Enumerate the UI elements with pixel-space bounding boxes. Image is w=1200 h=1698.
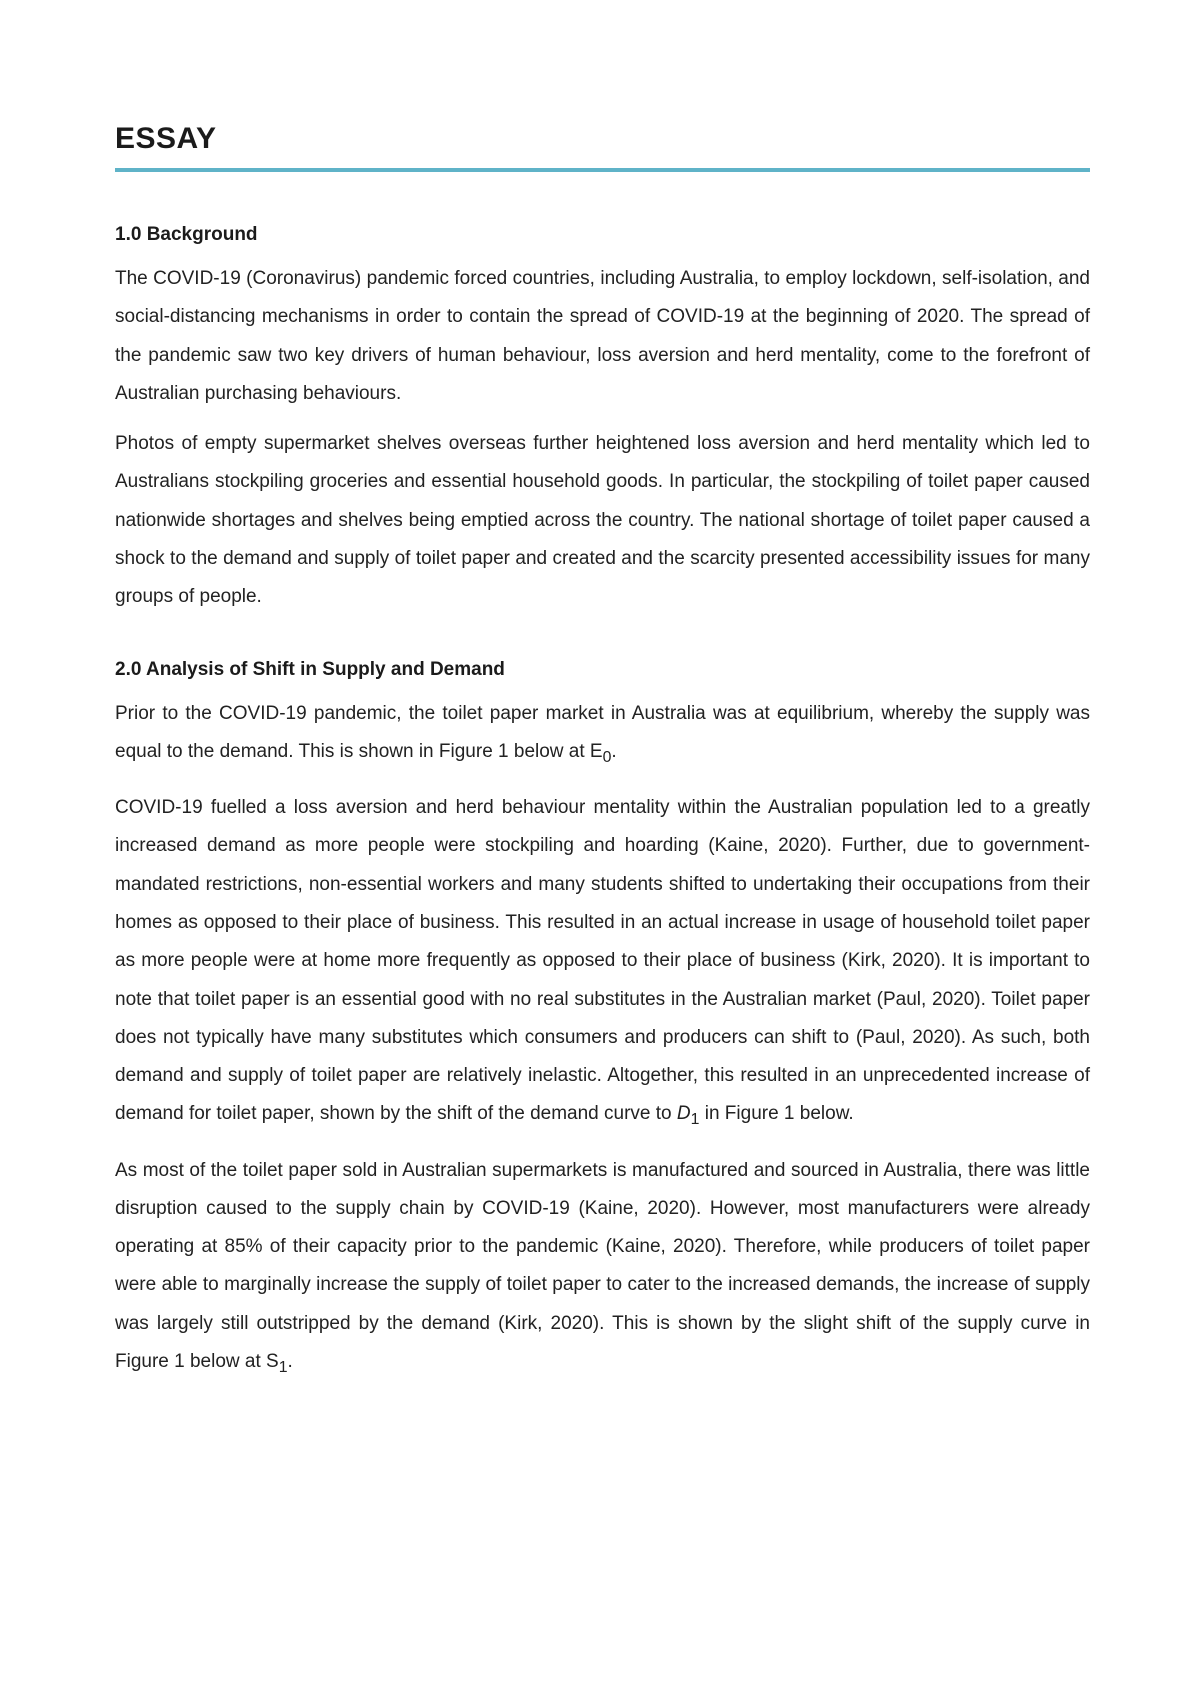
document-body — [115, 222, 1090, 1399]
demand-symbol: D — [676, 1103, 691, 1125]
paragraph-text: As most of the toilet paper sold in Australian supermarkets is manufactured and sourced in Australia, there was little disruption caused to the supply chain by COVID-19 (Kaine, 2020). However, most manufacturers were already operating at 85% of their capacity prior to the pandemic (Kaine, 2020). Therefore, while producers of toilet paper were able to marginally increase the supply of toilet paper to cater to the increased demands, the increase of supply was largely still outstripped by the demand (Kirk, 2020). This is shown by the slight shift of the supply curve in Figure 1 below at S — [115, 1159, 1090, 1373]
paragraph-text: COVID-19 fuelled a loss aversion and herd behaviour mentality within the Australian population led to a greatly increased demand as more people were stockpiling and hoarding (Kaine, 2020). Further, due to government-mandated restrictions, non-essential workers and many students shifted to undertaking their occupations from their homes as opposed to their place of business. This resulted in an actual increase in usage of household toilet paper as more people were at home more frequently as opposed to their place of business (Kirk, 2020). It is important to note that toilet paper is an essential good with no real substitutes in the Australian market (Paul, 2020). Toilet paper does not typically have many substitutes which consumers and producers can shift to (Paul, 2020). As such, both demand and supply of toilet paper are relatively inelastic. Altogether, this resulted in an unprecedented increase of demand for toilet paper, shown by the shift of the demand curve to — [115, 797, 1090, 1125]
paragraph — [115, 1152, 1090, 1388]
subscript: 1 — [690, 1111, 700, 1129]
section-heading: 1.0 Background — [115, 224, 258, 245]
section-background — [115, 222, 1090, 617]
paragraph: Photos of empty supermarket shelves overseas further heightened loss aversion and herd mentality which led to Australians stockpiling groceries and essential household goods. In particular, the stockpiling of toilet paper caused nationwide shortages and shelves being emptied across the country. The national shortage of toilet paper caused a shock to the demand and supply of toilet paper and created and the scarcity presented accessibility issues for many groups of people. — [115, 433, 1090, 608]
subscript: 0 — [602, 748, 612, 766]
document-title: ESSAY — [115, 122, 217, 155]
paragraph: The COVID-19 (Coronavirus) pandemic forced countries, including Australia, to employ lockdown, self-isolation, and social-distancing mechanisms in order to contain the spread of COVID-19 at the beginning of 2020. The spread of the pandemic saw two key drivers of human behaviour, loss aversion and herd mentality, come to the forefront of Australian purchasing behaviours. — [115, 268, 1090, 404]
subscript: 1 — [278, 1358, 288, 1376]
section-spacer — [115, 629, 1090, 657]
paragraph-text: in Figure 1 below. — [699, 1103, 854, 1125]
paragraph-text: Prior to the COVID-19 pandemic, the toilet paper market in Australia was at equilibrium, whereby the supply was equal to the demand. This is shown in Figure 1 below at E — [115, 702, 1090, 762]
paragraph-text: . — [611, 740, 617, 762]
paragraph — [115, 695, 1090, 777]
section-heading: 2.0 Analysis of Shift in Supply and Demand — [115, 658, 505, 680]
paragraph — [115, 789, 1090, 1139]
paragraph-text: . — [287, 1351, 293, 1373]
section-analysis — [115, 657, 1090, 1387]
title-divider — [115, 168, 1090, 172]
